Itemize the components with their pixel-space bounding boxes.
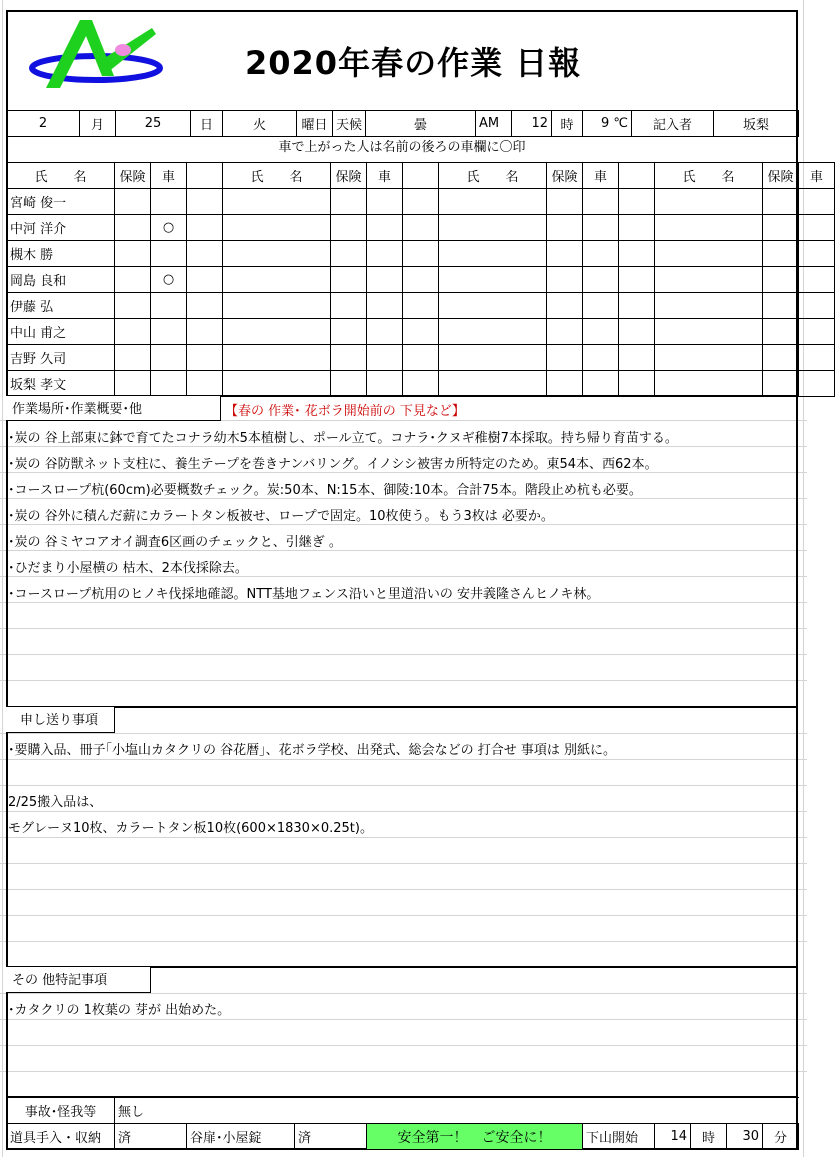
col-insurance: 保険 (331, 163, 367, 189)
empty-cell (763, 215, 799, 241)
empty-cell (763, 293, 799, 319)
member-name: 宮崎 俊一 (7, 189, 115, 215)
empty-cell (223, 215, 331, 241)
spacer-cell (619, 163, 655, 189)
temp-value: 9 (600, 116, 610, 131)
empty-cell (583, 319, 619, 345)
empty-cell (331, 267, 367, 293)
hour-label: 時 (691, 1124, 727, 1150)
empty-cell (583, 189, 619, 215)
empty-cell (439, 371, 547, 397)
empty-cell (763, 189, 799, 215)
handover-lines-line: モグレーヌ10枚、カラートタン板10枚(600×1830×0.25t)。 (8, 821, 373, 836)
empty-cell (439, 319, 547, 345)
empty-cell (655, 345, 763, 371)
attendance-row (7, 189, 835, 215)
other-label: その 他特記事項 (6, 967, 151, 993)
descent-hour: 14 (655, 1124, 691, 1150)
recorder-value: 坂梨 (714, 111, 799, 137)
empty-cell (403, 293, 439, 319)
empty-cell (655, 319, 763, 345)
empty-cell (331, 319, 367, 345)
empty-cell (583, 293, 619, 319)
attendance-row (7, 371, 835, 397)
empty-cell (439, 189, 547, 215)
empty-cell (799, 267, 835, 293)
empty-cell (583, 215, 619, 241)
col-name: 氏 名 (439, 163, 547, 189)
empty-cell (655, 241, 763, 267)
work-lines-line: ･炭の 谷外に積んだ薪にカラートタン板被せ、ロープで固定。10枚使う。もう3枚は 必要か。 (8, 509, 554, 524)
empty-cell (115, 345, 151, 371)
empty-cell (583, 371, 619, 397)
empty-cell (187, 371, 223, 397)
empty-cell (619, 215, 655, 241)
empty-cell (799, 189, 835, 215)
empty-cell (799, 293, 835, 319)
empty-cell (763, 241, 799, 267)
empty-cell (619, 267, 655, 293)
handover-lines-line: ･要購入品、冊子｢小塩山カタクリの 谷花暦｣、花ボラ学校、出発式、総会などの 打合せ 事項は 別紙に。 (8, 743, 617, 758)
closing-row (6, 1123, 799, 1150)
empty-cell (655, 189, 763, 215)
empty-cell (439, 293, 547, 319)
empty-cell (367, 189, 403, 215)
empty-cell (367, 215, 403, 241)
car-note: 車で上がった人は名前の後ろの車欄に〇印 (278, 140, 526, 155)
empty-cell (583, 345, 619, 371)
empty-cell (223, 241, 331, 267)
empty-cell (619, 293, 655, 319)
col-car: 車 (367, 163, 403, 189)
empty-cell (763, 267, 799, 293)
empty-cell (799, 319, 835, 345)
attendance-row (7, 267, 835, 293)
page-title: 2020年春の作業 日報 (245, 44, 582, 82)
descent-label: 下山開始 (583, 1124, 655, 1150)
empty-cell (223, 345, 331, 371)
month-value: 2 (7, 111, 80, 137)
empty-cell (403, 371, 439, 397)
col-car: 車 (583, 163, 619, 189)
work-lines-line: ･コースロープ杭(60cm)必要概数チェック。炭:50本、N:15本、御陵:10本。合計75本。階段止め杭も必要。 (8, 483, 642, 498)
empty-cell (547, 319, 583, 345)
car-mark (151, 241, 187, 267)
empty-cell (655, 371, 763, 397)
empty-cell (115, 189, 151, 215)
empty-cell (799, 371, 835, 397)
empty-cell (763, 345, 799, 371)
empty-cell (619, 189, 655, 215)
work-lines-line: ･炭の 谷防獣ネット支柱に、養生テープを巻きナンバリング。イノシシ被害カ所特定のため。東54本、西62本。 (8, 457, 658, 472)
empty-cell (367, 319, 403, 345)
work-lines-line: ･炭の 谷ミヤコアオイ調査6区画のチェックと、引継ぎ 。 (8, 535, 342, 550)
work-label: 作業場所･作業概要･他 (6, 396, 221, 421)
empty-cell (547, 345, 583, 371)
empty-cell (187, 215, 223, 241)
header-table (6, 110, 799, 137)
empty-cell (439, 215, 547, 241)
empty-cell (439, 241, 547, 267)
member-name: 槻木 勝 (7, 241, 115, 267)
empty-cell (403, 241, 439, 267)
col-car: 車 (799, 163, 835, 189)
empty-cell (439, 345, 547, 371)
empty-cell (403, 345, 439, 371)
empty-cell (619, 241, 655, 267)
car-mark (151, 189, 187, 215)
car-mark: ○ (151, 267, 187, 293)
work-subtitle: 【春の 作業･ 花ボラ開始前の 下見など】 (225, 404, 465, 419)
empty-cell (547, 241, 583, 267)
member-name: 中河 洋介 (7, 215, 115, 241)
col-name: 氏 名 (655, 163, 763, 189)
car-mark (151, 371, 187, 397)
empty-cell (187, 241, 223, 267)
empty-cell (367, 241, 403, 267)
empty-cell (403, 189, 439, 215)
empty-cell (547, 189, 583, 215)
empty-cell (655, 267, 763, 293)
col-name: 氏 名 (7, 163, 115, 189)
hour-label: 時 (552, 111, 583, 137)
empty-cell (547, 215, 583, 241)
empty-cell (115, 241, 151, 267)
empty-cell (403, 267, 439, 293)
spacer-cell (187, 163, 223, 189)
attendance-row (7, 293, 835, 319)
attendance-table (6, 162, 835, 397)
empty-cell (187, 189, 223, 215)
empty-cell (619, 371, 655, 397)
day-value: 25 (116, 111, 191, 137)
weather-value: 曇 (366, 111, 476, 137)
empty-cell (331, 345, 367, 371)
empty-cell (223, 371, 331, 397)
attendance-header-row (7, 163, 835, 189)
empty-cell (583, 267, 619, 293)
empty-cell (223, 319, 331, 345)
logo-icon (28, 14, 168, 96)
empty-cell (331, 215, 367, 241)
empty-cell (223, 293, 331, 319)
empty-cell (187, 319, 223, 345)
empty-cell (439, 267, 547, 293)
car-mark (151, 293, 187, 319)
accident-value: 無し (115, 1098, 799, 1124)
recorder-label: 記入者 (632, 111, 714, 137)
other-lines-line: ･カタクリの 1枚葉の 芽が 出始めた。 (8, 1003, 231, 1018)
empty-cell (619, 345, 655, 371)
empty-cell (763, 371, 799, 397)
month-label: 月 (80, 111, 116, 137)
empty-cell (367, 345, 403, 371)
car-mark (151, 319, 187, 345)
col-car: 車 (151, 163, 187, 189)
empty-cell (547, 267, 583, 293)
tools-value: 済 (115, 1124, 187, 1150)
empty-cell (187, 267, 223, 293)
day-label: 日 (191, 111, 223, 137)
empty-cell (115, 293, 151, 319)
accident-row (6, 1097, 799, 1124)
empty-cell (403, 215, 439, 241)
member-name: 伊藤 弘 (7, 293, 115, 319)
attendance-row (7, 319, 835, 345)
car-mark (151, 345, 187, 371)
empty-cell (403, 319, 439, 345)
minute-label: 分 (763, 1124, 799, 1150)
empty-cell (331, 371, 367, 397)
weather-label: 天候 (333, 111, 366, 137)
empty-cell (655, 293, 763, 319)
col-insurance: 保険 (763, 163, 799, 189)
empty-cell (187, 293, 223, 319)
attendance-row (7, 345, 835, 371)
empty-cell (331, 241, 367, 267)
empty-cell (799, 241, 835, 267)
empty-cell (799, 215, 835, 241)
empty-cell (115, 371, 151, 397)
col-insurance: 保険 (547, 163, 583, 189)
handover-lines-line: 2/25搬入品は、 (8, 795, 103, 810)
empty-cell (367, 371, 403, 397)
work-lines-line: ･コースロープ杭用のヒノキ伐採地確認。NTT基地フェンス沿いと里道沿いの 安井義隆さんヒノキ林。 (8, 587, 600, 602)
empty-cell (583, 241, 619, 267)
empty-cell (223, 267, 331, 293)
safety-banner: 安全第一！ ご安全に！ (367, 1124, 583, 1150)
col-insurance: 保険 (115, 163, 151, 189)
car-mark: ○ (151, 215, 187, 241)
gate-label: 谷扉･小屋錠 (187, 1124, 295, 1150)
empty-cell (331, 189, 367, 215)
accident-label: 事故･怪我等 (7, 1098, 115, 1124)
empty-cell (115, 267, 151, 293)
handover-label: 申し送り事項 (6, 707, 115, 733)
descent-minute: 30 (727, 1124, 763, 1150)
spacer-cell (403, 163, 439, 189)
work-lines-line: ･炭の 谷上部東に鉢で育てたコナラ幼木5本植樹し、ポール立て。コナラ･クヌギ稚樹7本採取。持ち帰り育苗する。 (8, 431, 678, 446)
empty-cell (547, 371, 583, 397)
member-name: 吉野 久司 (7, 345, 115, 371)
weekday-value: 火 (223, 111, 297, 137)
temperature (583, 111, 632, 137)
tools-label: 道具手入・収納 (7, 1124, 115, 1150)
empty-cell (655, 215, 763, 241)
section-divider (6, 706, 798, 708)
empty-cell (367, 293, 403, 319)
attendance-row (7, 241, 835, 267)
empty-cell (223, 189, 331, 215)
empty-cell (115, 319, 151, 345)
col-name: 氏 名 (223, 163, 331, 189)
member-name: 岡島 良和 (7, 267, 115, 293)
ampm: AM (476, 111, 512, 137)
member-name: 坂梨 孝文 (7, 371, 115, 397)
gate-value: 済 (295, 1124, 367, 1150)
empty-cell (331, 293, 367, 319)
work-lines-line: ･ひだまり小屋横の 枯木、2本伐採除去。 (8, 561, 248, 576)
temp-unit: ℃ (613, 116, 628, 131)
empty-cell (367, 267, 403, 293)
empty-cell (763, 319, 799, 345)
empty-cell (547, 293, 583, 319)
empty-cell (115, 215, 151, 241)
attendance-row (7, 215, 835, 241)
empty-cell (799, 345, 835, 371)
member-name: 中山 甫之 (7, 319, 115, 345)
empty-cell (619, 319, 655, 345)
empty-cell (187, 345, 223, 371)
hour-value: 12 (512, 111, 552, 137)
weekday-label: 曜日 (297, 111, 333, 137)
